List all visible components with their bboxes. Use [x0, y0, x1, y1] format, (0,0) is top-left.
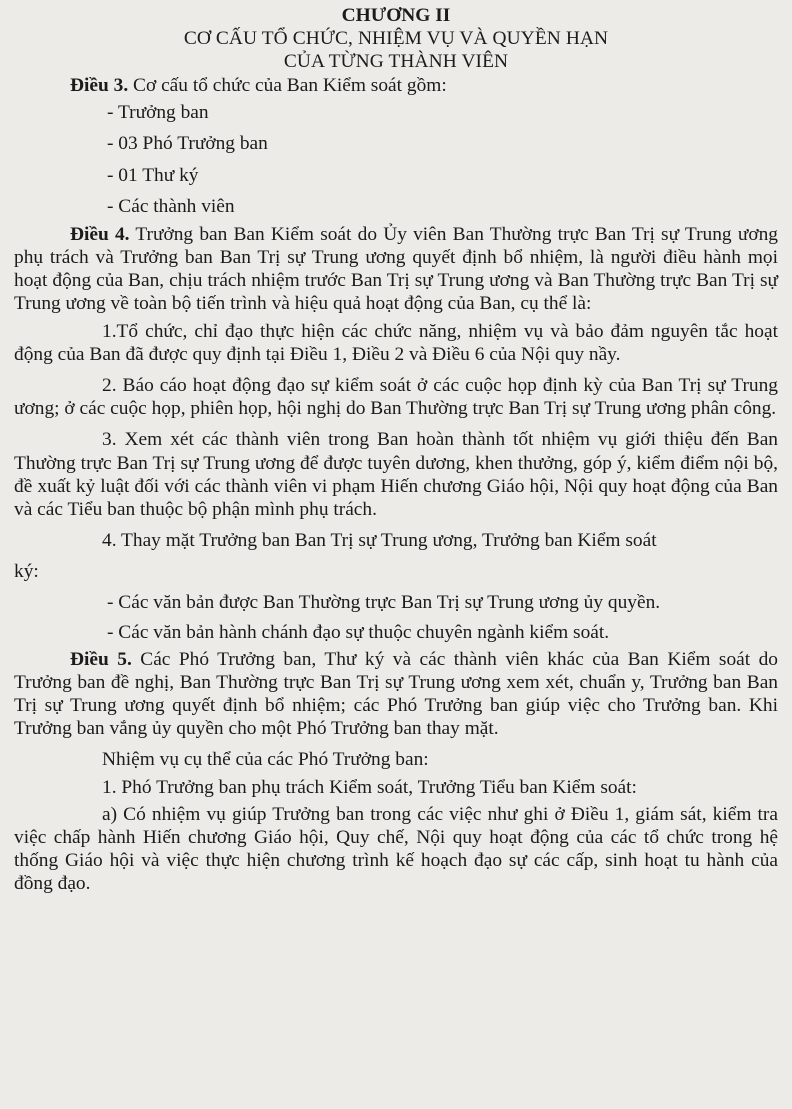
- list-item: - 01 Thư ký: [107, 164, 199, 186]
- list-item: - 03 Phó Trưởng ban: [107, 133, 268, 155]
- list-item: - Các thành viên: [107, 196, 235, 218]
- list-item: - Trưởng ban: [107, 101, 209, 123]
- chapter-heading-line2: CỦA TỪNG THÀNH VIÊN: [283, 51, 509, 73]
- list-item: - Các văn bản hành chánh đạo sự thuộc chuyên ngành kiểm soát.: [107, 621, 610, 643]
- article-4: [14, 223, 778, 316]
- article-3-text: Cơ cấu tổ chức của Ban Kiểm soát gồm:: [128, 74, 447, 96]
- article-4-clause-4: 4. Thay mặt Trưởng ban Ban Trị sự Trung ương, Trưởng ban Kiểm soát: [102, 530, 657, 552]
- article-4-clause-4-cont: ký:: [14, 561, 39, 583]
- article-5-duty-1-a: a) Có nhiệm vụ giúp Trưởng ban trong các việc như ghi ở Điều 1, giám sát, kiểm tra việc chấp hành Hiến chương Giáo hội, Quy chế, Nội quy hoạt động của các tổ chức trong hệ thống Giáo hội và việc thực hiện chương trình kế hoạch đạo sự các cấp, sinh hoạt tu hành của đồng đạo.: [14, 803, 778, 895]
- chapter-heading-line1: CƠ CẤU TỔ CHỨC, NHIỆM VỤ VÀ QUYỀN HẠN: [183, 28, 609, 50]
- article-4-label: Điều 4.: [70, 223, 130, 245]
- article-4-clause-1: 1.Tổ chức, chỉ đạo thực hiện các chức năng, nhiệm vụ và bảo đảm nguyên tắc hoạt động của Ban đã được quy định tại Điều 1, Điều 2 và Điều 6 của Nội quy nầy.: [14, 320, 778, 365]
- article-5-text: Các Phó Trưởng ban, Thư ký và các thành viên khác của Ban Kiểm soát do Trưởng ban đề nghị, Ban Thường trực Ban Trị sự Trung ương xem xét, chuẩn y, Trưởng ban Ban Trị sự Trung ương quyết định bổ nhiệm; các Phó Trưởng ban giúp việc cho Trưởng ban. Khi Trưởng ban vắng ủy quyền cho một Phó Trưởng ban thay mặt.: [14, 648, 778, 740]
- list-item: - Các văn bản được Ban Thường trực Ban Trị sự Trung ương ủy quyền.: [107, 591, 661, 613]
- article-4-text: Trưởng ban Ban Kiểm soát do Ủy viên Ban Thường trực Ban Trị sự Trung ương phụ trách và Trưởng ban Ban Trị sự Trung ương quyết định bổ nhiệm, là người điều hành mọi hoạt động của Ban, chịu trách nhiệm trước Ban Trị sự Trung ương và Ban Thường trực Ban Trị sự Trung ương về toàn bộ tiến trình và hiệu quả hoạt động của Ban, cụ thể là:: [14, 223, 778, 315]
- article-3-label: Điều 3.: [70, 74, 129, 96]
- article-5: [14, 648, 778, 741]
- article-5-label: Điều 5.: [70, 648, 132, 670]
- article-3: [14, 74, 778, 97]
- article-4-clause-2: 2. Báo cáo hoạt động đạo sự kiểm soát ở các cuộc họp định kỳ của Ban Trị sự Trung ương; ở các cuộc họp, phiên họp, hội nghị do Ban Thường trực Ban Trị sự Trung ương phân công.: [14, 375, 778, 420]
- chapter-title: CHƯƠNG II: [341, 5, 451, 26]
- article-5-duty-1-title: 1. Phó Trưởng ban phụ trách Kiểm soát, Trưởng Tiểu ban Kiểm soát:: [102, 776, 637, 798]
- article-4-clause-3: 3. Xem xét các thành viên trong Ban hoàn thành tốt nhiệm vụ giới thiệu đến Ban Thường trực Ban Trị sự Trung ương để được tuyên dương, khen thưởng, góp ý, kiểm điểm nội bộ, đề xuất kỷ luật đối với các thành viên vi phạm Hiến chương Giáo hội, Nội quy hoạt động của Ban và các Tiểu ban thuộc bộ phận mình phụ trách.: [14, 429, 778, 521]
- article-5-duties-heading: Nhiệm vụ cụ thể của các Phó Trưởng ban:: [102, 749, 429, 771]
